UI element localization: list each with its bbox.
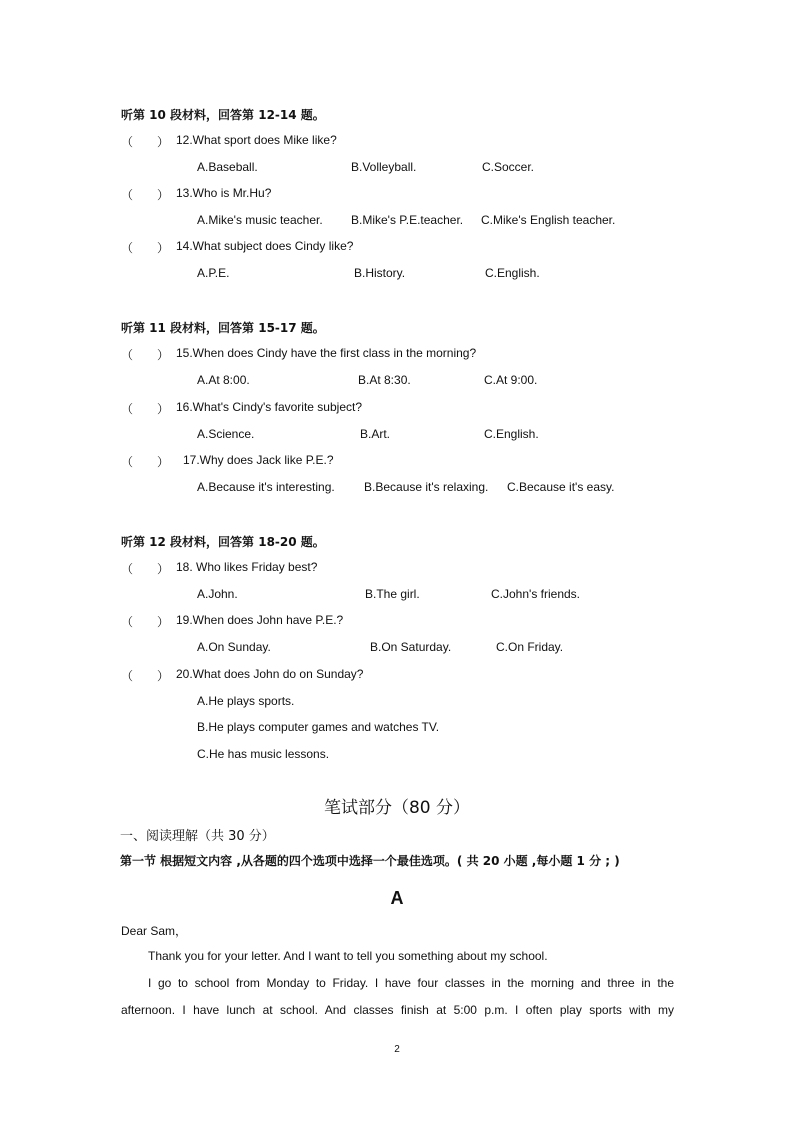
option-b: B.Mike's P.E.teacher.	[351, 213, 464, 227]
option-a: A.P.E.	[197, 266, 230, 280]
answer-blank[interactable]: （ ）	[121, 402, 170, 416]
option-c: C.At 9:00.	[484, 373, 538, 387]
question-text: 16.What's Cindy's favorite subject?	[176, 400, 362, 414]
section-header: 听第 11 段材料，回答第 15-17 题。	[121, 321, 325, 335]
answer-blank[interactable]: （ ）	[121, 241, 170, 255]
option-b: B.Art.	[360, 427, 391, 441]
answer-blank[interactable]: （ ）	[121, 615, 170, 629]
page-number: 2	[394, 1044, 400, 1055]
option-b: B.The girl.	[365, 587, 420, 601]
option-b: B.At 8:30.	[358, 373, 411, 387]
option-c: C.John's friends.	[491, 587, 580, 601]
option-b: B.He plays computer games and watches TV.	[197, 720, 440, 734]
answer-blank[interactable]: （ ）	[121, 188, 170, 202]
question-text: 19.When does John have P.E.?	[176, 613, 344, 627]
question-text: 13.Who is Mr.Hu?	[176, 186, 272, 200]
question-text: 14.What subject does Cindy like?	[176, 239, 354, 253]
option-b: B.On Saturday.	[370, 640, 452, 654]
option-a: A.At 8:00.	[197, 373, 250, 387]
instruction-heading: 第一节 根据短文内容 ,从各题的四个选项中选择一个最佳选项。( 共 20 小题 ,每小题 1 分 ; )	[120, 854, 620, 868]
option-b: B.Because it's relaxing.	[364, 480, 489, 494]
question-text: 18. Who likes Friday best?	[176, 560, 318, 574]
option-c: C.English.	[485, 266, 540, 280]
answer-blank[interactable]: （ ）	[121, 135, 170, 149]
option-b: B.History.	[354, 266, 406, 280]
option-c: C.English.	[484, 427, 539, 441]
option-c: C.On Friday.	[496, 640, 564, 654]
passage-label: A	[390, 888, 404, 908]
passage-line: Thank you for your letter. And I want to tell you something about my school.	[148, 949, 548, 963]
answer-blank[interactable]: （ ）	[121, 455, 170, 469]
option-c: C.He has music lessons.	[197, 747, 330, 761]
option-c: C.Soccer.	[482, 160, 535, 174]
written-part-title: 笔试部分（80 分）	[323, 798, 471, 818]
option-a: A.Science.	[197, 427, 255, 441]
question-text: 12.What sport does Mike like?	[176, 133, 337, 147]
option-a: A.John.	[197, 587, 238, 601]
option-a: A.Because it's interesting.	[197, 480, 335, 494]
option-a: A.He plays sports.	[197, 694, 295, 708]
option-b: B.Volleyball.	[351, 160, 417, 174]
question-text: 15.When does Cindy have the first class in the morning?	[176, 346, 477, 360]
option-c: C.Because it's easy.	[507, 480, 615, 494]
option-c: C.Mike's English teacher.	[481, 213, 616, 227]
answer-blank[interactable]: （ ）	[121, 562, 170, 576]
option-a: A.Mike's music teacher.	[197, 213, 323, 227]
option-a: A.Baseball.	[197, 160, 258, 174]
answer-blank[interactable]: （ ）	[121, 348, 170, 362]
question-text: 17.Why does Jack like P.E.?	[183, 453, 334, 467]
passage-line: I go to school from Monday to Friday. I have four classes in the morning and three in the	[148, 976, 674, 990]
reading-heading: 一、阅读理解（共 30 分）	[120, 829, 275, 844]
passage-line: afternoon. I have lunch at school. And classes finish at 5:00 p.m. I often play sports with my	[121, 1003, 674, 1017]
section-header: 听第 12 段材料，回答第 18-20 题。	[121, 535, 325, 549]
answer-blank[interactable]: （ ）	[121, 669, 170, 683]
section-header: 听第 10 段材料，回答第 12-14 题。	[121, 108, 325, 122]
question-text: 20.What does John do on Sunday?	[176, 667, 364, 681]
option-a: A.On Sunday.	[197, 640, 271, 654]
letter-greeting: Dear Sam，	[121, 924, 188, 938]
